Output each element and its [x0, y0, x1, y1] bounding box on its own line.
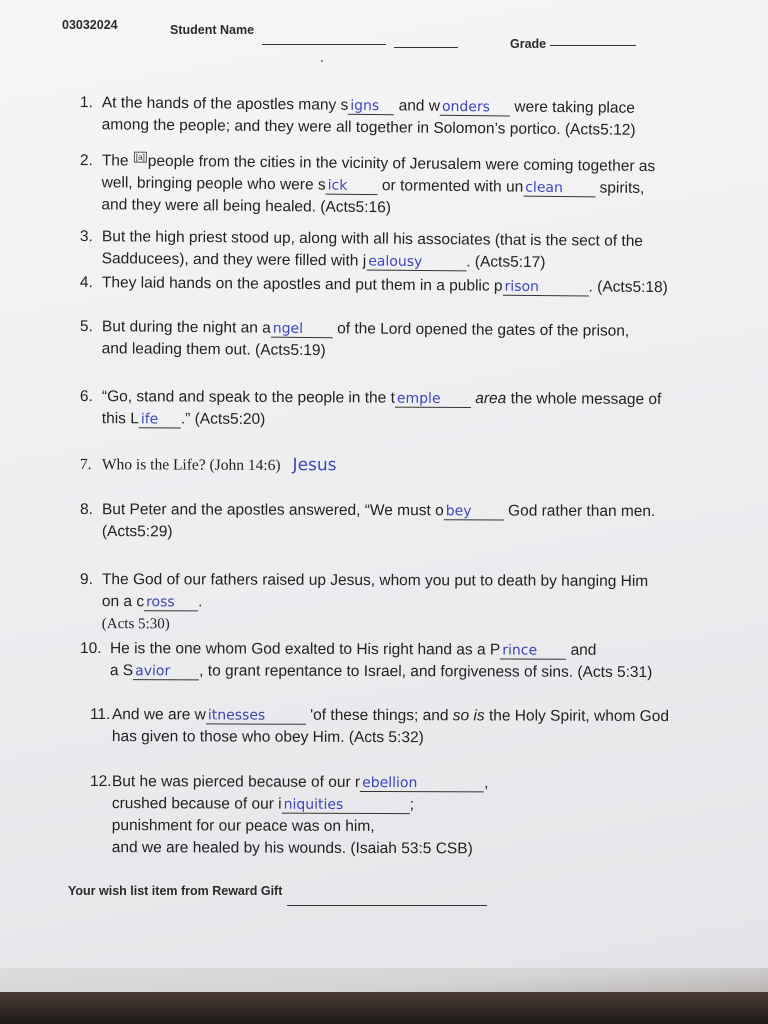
answer-blank[interactable]: igns: [348, 98, 394, 115]
blank-prefix: p: [493, 277, 503, 295]
answer-blank[interactable]: ealousy: [366, 253, 466, 271]
question-text: among the people; and they were all together in Solomon’s portico. (Acts5:12): [101, 116, 636, 139]
question-text: so is: [452, 707, 485, 725]
question-8: [80, 499, 730, 545]
question-text: and: [394, 97, 429, 115]
question-number: 11.: [89, 706, 111, 724]
question-text: “Go, stand and speak to the people in the: [101, 388, 391, 407]
question-text: God rather than men.: [503, 502, 656, 521]
question-text: .: [198, 593, 203, 611]
question-text: But the high priest stood up, along with all his associates (that is the sect of the: [101, 228, 644, 250]
blank-prefix: a: [262, 319, 271, 337]
blank-prefix: s: [340, 96, 349, 114]
question-text: this: [101, 410, 131, 428]
question-text: of the Lord opened the gates of the prison,: [332, 320, 630, 340]
wish-list-label: Your wish list item from Reward Gift: [68, 884, 283, 898]
question-number: 5.: [79, 317, 93, 336]
question-4: [80, 272, 730, 300]
question-text: a: [109, 662, 123, 680]
question-text: . (Acts5:17): [466, 253, 546, 272]
question-text: But Peter and the apostles answered, “We must: [101, 501, 436, 520]
question-text: has given to those who obey Him. (Acts 5:32): [111, 728, 424, 747]
answer-blank[interactable]: bey: [444, 503, 504, 520]
question-number: 2.: [79, 151, 93, 170]
paper-bottom-edge: [0, 968, 768, 992]
question-text: At the hands of the apostles many: [101, 94, 341, 114]
question-number: 7.: [79, 455, 92, 474]
question-12: [90, 771, 740, 861]
question-text: and leading them out. (Acts5:19): [101, 340, 326, 360]
footnote-marker: [a]: [134, 151, 147, 162]
question-text: The God of our fathers raised up Jesus, whom you put to death by hanging Him: [101, 571, 649, 590]
answer-blank[interactable]: rison: [503, 279, 589, 297]
answer-blank[interactable]: itnesses: [206, 707, 306, 724]
question-number: 9.: [79, 571, 93, 589]
question-10: [80, 638, 730, 684]
question-text: and we are healed by his wounds. (Isaiah 53:5 CSB): [111, 839, 473, 858]
question-text: the whole message of: [506, 390, 662, 409]
answer-blank[interactable]: clean: [523, 180, 595, 198]
question-text: ,: [484, 774, 489, 792]
answer-blank[interactable]: ngel: [271, 321, 333, 339]
question-7: [80, 453, 730, 479]
question-number: 6.: [79, 387, 93, 406]
blank-prefix: w: [194, 706, 206, 724]
question-text: people from the cities in the vicinity of Jerusalem were coming together as: [147, 152, 656, 176]
question-text: The: [101, 152, 133, 170]
answer-blank[interactable]: ross: [144, 594, 198, 611]
question-text: But during the night an: [101, 318, 263, 337]
blank-prefix: o: [435, 502, 444, 520]
question-6: [80, 386, 730, 433]
question-text: of these things; and: [313, 706, 453, 725]
question-1: [80, 92, 730, 143]
grade-label: Grade: [510, 37, 547, 51]
question-3: [80, 226, 730, 276]
question-text: punishment for our peace was on him,: [111, 817, 375, 835]
question-text: .” (Acts5:20): [180, 410, 266, 428]
question-5: [80, 316, 730, 366]
question-text: Sadducees), and they were filled with: [101, 250, 363, 270]
background-surface: [0, 992, 768, 1024]
worksheet-code: 03032024: [62, 18, 118, 32]
question-text: They laid hands on the apostles and put them in a public: [101, 274, 495, 295]
question-text: He is the one whom God exalted to His right hand as a: [109, 640, 490, 659]
question-number: 10.: [79, 640, 102, 658]
question-text: and they were all being healed. (Acts5:16): [101, 196, 392, 217]
blank-prefix: j: [362, 252, 367, 270]
question-number: 4.: [79, 273, 93, 292]
tick-mark: ': [310, 706, 314, 724]
blank-prefix: S: [122, 662, 134, 680]
answer-blank[interactable]: emple: [395, 391, 471, 408]
blank-prefix: P: [489, 641, 501, 659]
wish-list-line[interactable]: [287, 905, 487, 906]
question-text: But he was pierced because of our: [111, 773, 355, 791]
answer-blank[interactable]: avior: [133, 663, 199, 680]
question-text: were taking place: [509, 98, 636, 117]
question-11: [90, 704, 740, 750]
student-name-line[interactable]: [262, 44, 386, 45]
blank-prefix: c: [136, 593, 145, 611]
answer-blank[interactable]: rince: [500, 642, 566, 659]
question-text: on a: [101, 593, 137, 611]
question-text: , to grant repentance to Israel, and forgiveness of sins. (Acts 5:31): [199, 662, 653, 681]
question-number: 8.: [79, 501, 93, 519]
question-text: ;: [409, 796, 414, 814]
blank-prefix: r: [354, 773, 361, 791]
question-text: (Acts 5:30): [101, 616, 170, 633]
question-text: spirits,: [595, 179, 645, 197]
answer-blank[interactable]: onders: [440, 99, 510, 117]
question-2: [79, 150, 730, 223]
grade-line[interactable]: [550, 45, 636, 46]
question-text: and: [566, 641, 597, 659]
question-text: crushed because of our: [111, 795, 279, 813]
question-text: (Acts5:29): [101, 523, 173, 541]
answer-blank[interactable]: ick: [326, 178, 378, 196]
question-text: And we are: [111, 706, 195, 724]
blank-prefix: t: [390, 389, 395, 407]
blank-prefix: un: [505, 178, 524, 196]
handwritten-answer[interactable]: Jesus: [292, 455, 337, 476]
answer-blank[interactable]: ife: [139, 411, 181, 428]
answer-blank[interactable]: ebellion: [360, 775, 484, 792]
question-text: the Holy Spirit, whom God: [484, 707, 670, 726]
question-text: well, bringing people who were: [101, 174, 319, 194]
blank-prefix: w: [428, 97, 441, 115]
stray-dot: [321, 60, 323, 62]
student-name-label: Student Name: [170, 23, 255, 37]
blank-prefix: L: [130, 410, 139, 428]
question-text: Who is the Life? (John 14:6): [101, 456, 281, 475]
question-text: or tormented with: [377, 177, 507, 196]
blank-prefix: s: [317, 176, 326, 194]
question-number: 12.: [89, 773, 112, 791]
answer-blank[interactable]: niquities: [282, 797, 410, 814]
question-number: 1.: [79, 93, 93, 112]
question-text: . (Acts5:18): [588, 278, 668, 297]
question-number: 3.: [79, 227, 93, 246]
blank-prefix: i: [278, 795, 282, 813]
question-text: area: [470, 390, 507, 408]
question-9: [80, 569, 730, 637]
student-name-line-2[interactable]: [394, 47, 458, 48]
